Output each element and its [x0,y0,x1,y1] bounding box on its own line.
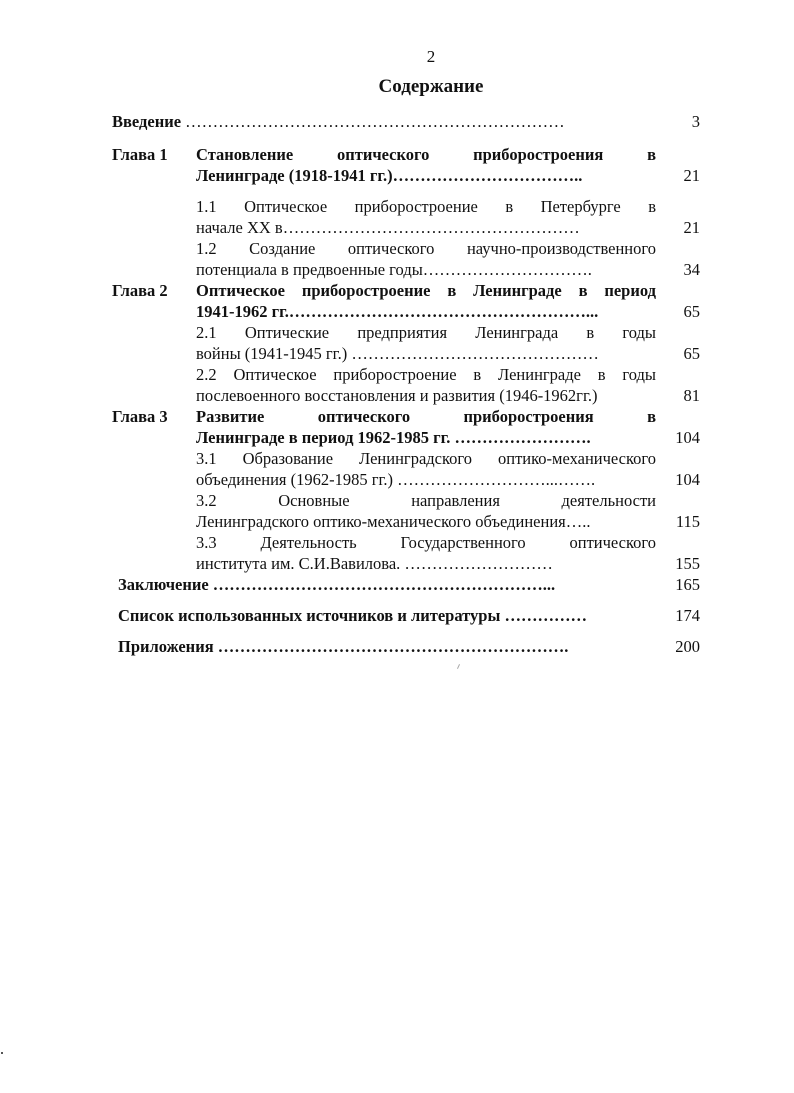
chapter-1-page: 21 [683,166,700,185]
page-number: 2 [426,47,436,66]
toc-intro-label: Введение …………………………………………………………… [112,112,565,131]
sources-page: 174 [675,606,700,625]
section-1-2-title: 1.2 Создание оптического научно-производственного потенциала в предвоенные годы…………………………. [196,239,656,279]
scan-speck [457,664,460,669]
section-3-1-page: 104 [675,470,700,489]
section-1-1-page: 21 [683,218,700,237]
appendix-title: Приложения ………………………………………………………. [118,637,569,656]
scan-dot [1,1052,3,1054]
section-3-2-title: 3.2 Основные направления деятельности Ленинградского оптико-механического объединения….. [196,491,656,531]
section-3-1-title: 3.1 Образование Ленинградского оптико-механического объединения (1962-1985 гг.) ………………………...……. [196,449,656,489]
chapter-3-title: Развитие оптического приборостроения в Ленинграде в период 1962-1985 гг. ……………………. [196,407,656,447]
sources-title: Список использованных источников и литературы …………… [118,606,587,625]
section-2-2-title: 2.2 Оптическое приборостроение в Ленинграде в годы послевоенного восстановления и развития (1946-1962гг.) [196,365,656,405]
page-title: Содержание [378,76,484,97]
conclusion-title: Заключение ……………………………………………………... [118,575,556,594]
chapter-3-page: 104 [675,428,700,447]
section-2-1-title: 2.1 Оптические предприятия Ленинграда в годы войны (1941-1945 гг.) ……………………………………… [196,323,656,363]
toc-intro-page: 3 [691,112,700,131]
section-2-2-page: 81 [683,386,700,405]
section-2-1-page: 65 [683,344,700,363]
appendix-page: 200 [675,637,700,656]
section-1-1-title: 1.1 Оптическое приборостроение в Петербурге в начале XX в……………………………………………… [196,197,656,237]
chapter-2-title: Оптическое приборостроение в Ленинграде в период 1941-1962 гг.………………………………………………... [196,281,656,321]
section-3-3-page: 155 [675,554,700,573]
section-3-2-page: 115 [675,512,700,531]
chapter-3-label: Глава 3 [112,407,168,426]
chapter-2-label: Глава 2 [112,281,168,300]
section-3-3-title: 3.3 Деятельность Государственного оптического института им. С.И.Вавилова. ……………………… [196,533,656,573]
chapter-1-label: Глава 1 [112,145,168,164]
section-1-2-page: 34 [683,260,700,279]
chapter-2-page: 65 [683,302,700,321]
conclusion-page: 165 [675,575,700,594]
chapter-1-title: Становление оптического приборостроения в Ленинграде (1918-1941 гг.)…………………………….. [196,145,656,185]
